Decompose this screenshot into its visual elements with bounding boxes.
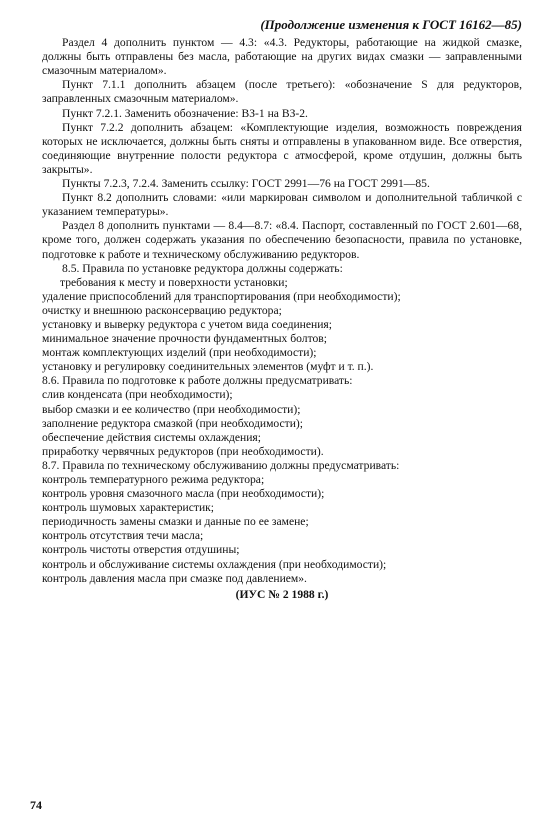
page-number: 74 [30, 798, 42, 812]
list-item: минимальное значение прочности фундаментных болтов; [42, 332, 327, 346]
list-item: контроль температурного режима редуктора; [42, 473, 265, 486]
list-item: очистку и внешнюю расконсервацию редуктора; [42, 303, 282, 317]
list-item: контроль шумовых характеристик; [42, 501, 215, 515]
paragraph-8-2: Пункт 8.2 дополнить словами: «или маркирован символом и дополнительной табличкой с указанием температуры». [42, 191, 522, 219]
document-page [42, 18, 522, 602]
list-item: требования к месту и поверхности установки; [60, 275, 288, 289]
list-item: контроль давления масла при смазке под давлением». [42, 571, 307, 585]
section-8-7-title: 8.7. Правила по техническому обслуживанию должны предусматривать: [42, 458, 400, 472]
list-item: установку и выверку редуктора с учетом вида соединения; [42, 317, 332, 331]
list-item: монтаж комплектующих изделий (при необходимости); [42, 346, 317, 360]
intro-section [42, 36, 522, 262]
list-item: удаление приспособлений для транспортирования (при необходимости); [42, 289, 401, 303]
paragraph-7-1-1: Пункт 7.1.1 дополнить абзацем (после третьего): «обозначение S для редукторов, заправленных смазочным материалом». [42, 78, 522, 106]
list-item: обеспечение действия системы охлаждения; [42, 430, 261, 444]
paragraph-7-2-1: Пункт 7.2.1. Заменить обозначение: ВЗ-1 на ВЗ-2. [62, 106, 308, 120]
section-8-5-title: 8.5. Правила по установке редуктора должны содержать: [62, 261, 343, 275]
list-item: слив конденсата (при необходимости); [42, 388, 233, 402]
paragraph-section-4: Раздел 4 дополнить пунктом — 4.3: «4.3. Редукторы, работающие на жидкой смазке, должны быть отправлены без масла, работающие на других видах смазки — заправленными смазочным материалом». [42, 36, 522, 78]
paragraph-7-2-2: Пункт 7.2.2 дополнить абзацем: «Комплектующие изделия, возможность повреждения которых не исключается, должны быть сняты и отправлены в упакованном виде. Все отверстия, соединяющие внутренние полости редуктора с атмосферой, кроме отдушин, должны быть закрыты». [42, 120, 522, 176]
section-8-6 [42, 374, 522, 459]
section-8-5 [42, 262, 522, 375]
list-item: контроль и обслуживание системы охлаждения (при необходимости); [42, 557, 387, 571]
list-item: заполнение редуктора смазкой (при необходимости); [42, 416, 304, 430]
paragraph-section-8: Раздел 8 дополнить пунктами — 8.4—8.7: «8.4. Паспорт, составленный по ГОСТ 2.601—68, кроме того, должен содержать указания по обеспечению безопасности, правила по установке, подготовке к работе и техническому обслуживанию редукторов. [42, 219, 522, 261]
paragraph-7-2-3: Пункты 7.2.3, 7.2.4. Заменить ссылку: ГОСТ 2991—76 на ГОСТ 2991—85. [62, 177, 430, 191]
list-item: контроль чистоты отверстия отдушины; [42, 543, 240, 557]
list-item: установку и регулировку соединительных элементов (муфт и т. п.). [42, 360, 374, 374]
section-8-7 [42, 459, 522, 586]
list-item: контроль отсутствия течи масла; [42, 529, 204, 543]
list-item: приработку червячных редукторов (при необходимости). [42, 444, 324, 458]
page-header: (Продолжение изменения к ГОСТ 16162—85) [260, 17, 522, 32]
document-footer: (ИУС № 2 1988 г.) [235, 587, 329, 601]
section-8-6-title: 8.6. Правила по подготовке к работе должны предусматривать: [42, 374, 353, 388]
list-item: выбор смазки и ее количество (при необходимости); [42, 402, 301, 416]
list-item: периодичность замены смазки и данные по ее замене; [42, 515, 309, 529]
list-item: контроль уровня смазочного масла (при необходимости); [42, 487, 325, 501]
